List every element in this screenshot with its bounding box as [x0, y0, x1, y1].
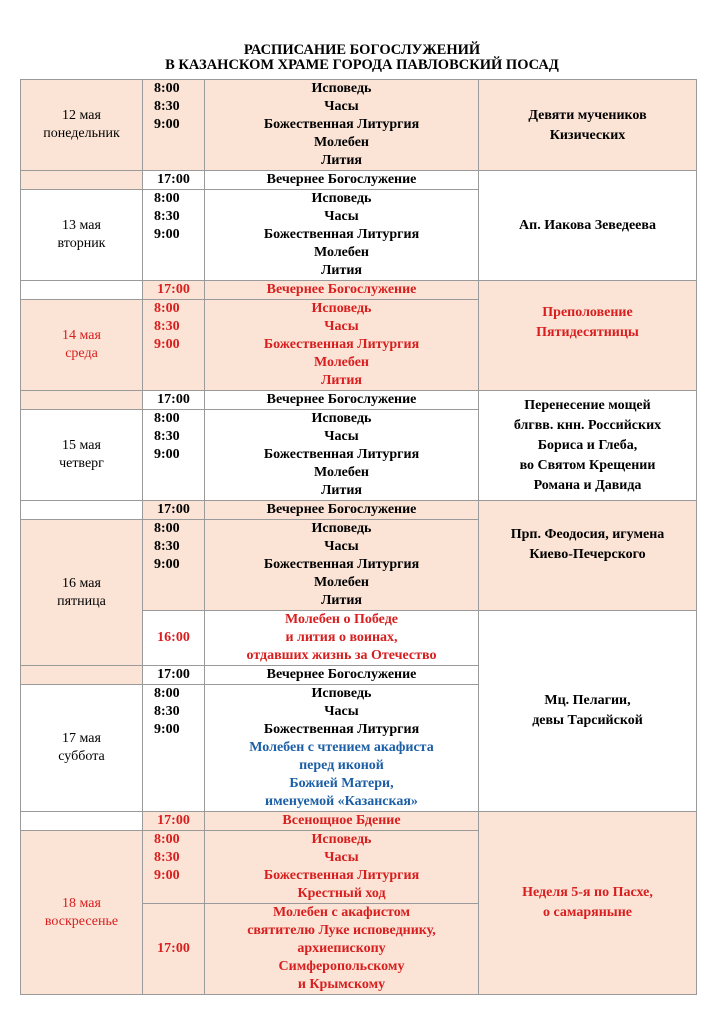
service: перед иконой [299, 758, 384, 773]
service: Вечернее Богослужение [266, 667, 417, 682]
service: Вечернее Богослужение [266, 282, 417, 297]
time: 8:00 [154, 686, 180, 701]
time: 17:00 [157, 502, 190, 517]
service: Лития [320, 263, 362, 278]
service: отдавших жизнь за Отечество [246, 648, 437, 663]
service: Исповедь [311, 411, 372, 426]
day-weekday: воскресенье [44, 913, 119, 929]
service: Вечернее Богослужение [266, 502, 417, 517]
time: 9:00 [154, 117, 180, 132]
time-cell [143, 685, 205, 812]
day-weekday: среда [65, 346, 98, 361]
time-cell [143, 410, 205, 501]
service-cell [205, 281, 479, 300]
service: Исповедь [311, 191, 372, 206]
feast-line: Пятидесятницы [536, 325, 639, 340]
service: Молебен [313, 355, 369, 370]
day-date: 13 мая [62, 218, 101, 233]
day-cell-17-cont [21, 812, 143, 831]
feast-line: девы Тарсийской [532, 713, 643, 728]
service: Исповедь [311, 301, 372, 316]
service: Крестный ход [297, 886, 386, 901]
time-cell [143, 80, 205, 171]
time: 8:30 [154, 209, 180, 224]
time: 8:30 [154, 539, 180, 554]
time: 16:00 [157, 630, 190, 645]
feast-line: Бориса и Глеба, [537, 437, 638, 453]
time: 9:00 [154, 722, 180, 737]
time: 8:00 [154, 411, 180, 426]
feast-line: Перенесение мощей [524, 397, 651, 413]
time-cell [143, 831, 205, 904]
service: архиепископу [297, 941, 386, 956]
service-cell [205, 300, 479, 391]
time: 17:00 [157, 392, 190, 407]
time-cell [143, 611, 205, 666]
table-row [21, 501, 697, 520]
schedule-table [20, 79, 697, 995]
day-weekday: четверг [59, 456, 104, 471]
time: 9:00 [154, 557, 180, 572]
feast-line: Неделя 5-я по Пасхе, [522, 885, 653, 900]
feast-cell-13 [479, 171, 697, 281]
time: 8:00 [154, 832, 180, 847]
service: святителю Луке исповеднику, [247, 923, 436, 938]
service: Часы [324, 99, 359, 114]
table-row [21, 281, 697, 300]
day-weekday: понедельник [43, 126, 120, 141]
time: 8:00 [154, 81, 180, 96]
service: Часы [324, 319, 359, 334]
service-cell [205, 80, 479, 171]
service: Божественная Литургия [263, 447, 420, 462]
feast-line: во Святом Крещении [519, 457, 656, 473]
feast-cell-15 [479, 391, 697, 501]
service: Лития [320, 373, 362, 388]
service: Молебен о Победе [284, 612, 399, 627]
feast-line: Киево-Печерского [529, 547, 646, 562]
day-cell-12-cont [21, 171, 143, 190]
day-date: 17 мая [62, 731, 101, 746]
day-date: 18 мая [62, 895, 101, 911]
service: Исповедь [311, 81, 372, 96]
day-weekday: суббота [58, 749, 105, 764]
service: Божественная Литургия [263, 117, 420, 132]
feast-line: о самаряныне [543, 905, 632, 920]
feast-cell-18 [479, 812, 697, 995]
feast-line: Преполовение [542, 305, 633, 320]
time-cell [143, 666, 205, 685]
service: Часы [324, 850, 359, 865]
time: 8:00 [154, 191, 180, 206]
day-date: 16 мая [62, 575, 101, 591]
feast-line: Романа и Давида [533, 477, 642, 493]
service-cell [205, 520, 479, 611]
feast-cell-16 [479, 501, 697, 611]
service-cell [205, 171, 479, 190]
time-cell [143, 520, 205, 611]
feast-cell-14 [479, 281, 697, 391]
day-date: 15 мая [62, 438, 101, 453]
service: Часы [324, 209, 359, 224]
service-cell [205, 812, 479, 831]
day-cell-12 [21, 80, 143, 171]
day-cell-14 [21, 300, 143, 391]
service: Молебен [313, 465, 369, 480]
day-cell-13-cont [21, 281, 143, 300]
service: Божественная Литургия [263, 868, 420, 883]
service: Вечернее Богослужение [266, 392, 417, 407]
service: Молебен [313, 575, 369, 590]
time-cell [143, 171, 205, 190]
service: Лития [320, 483, 362, 498]
time-cell [143, 812, 205, 831]
day-date: 14 мая [62, 328, 101, 343]
day-cell-16-cont [21, 666, 143, 685]
service: Вечернее Богослужение [266, 172, 417, 187]
time: 8:00 [154, 301, 180, 316]
schedule-title [0, 43, 724, 73]
feast-line: Девяти мучеников [528, 108, 647, 123]
table-row [21, 391, 697, 410]
service: Божией Матери, [289, 776, 394, 791]
service: Молебен [313, 135, 369, 150]
time: 9:00 [154, 868, 180, 883]
table-row [21, 171, 697, 190]
service-cell [205, 611, 479, 666]
time: 17:00 [157, 667, 190, 682]
time: 8:30 [154, 99, 180, 114]
time: 17:00 [157, 172, 190, 187]
time-cell [143, 300, 205, 391]
service-cell [205, 666, 479, 685]
service: Молебен [313, 245, 369, 260]
service: именуемой «Казанская» [265, 794, 418, 809]
service-cell [205, 410, 479, 501]
day-cell-15 [21, 410, 143, 501]
service: Исповедь [311, 832, 372, 847]
time: 8:30 [154, 850, 180, 865]
service: Часы [324, 429, 359, 444]
service: Божественная Литургия [263, 227, 420, 242]
service: и Крымскому [297, 977, 386, 992]
time: 17:00 [157, 941, 190, 956]
time: 8:30 [154, 429, 180, 444]
service: Молебен с акафистом [272, 905, 410, 920]
feast-line: Ап. Иакова Зеведеева [519, 217, 656, 233]
feast-line: блгвв. кнн. Российских [513, 417, 662, 433]
day-weekday: пятница [57, 593, 106, 609]
time: 8:30 [154, 319, 180, 334]
feast-line: Кизических [549, 128, 626, 143]
service: Часы [324, 704, 359, 719]
service-cell [205, 391, 479, 410]
time: 8:30 [154, 704, 180, 719]
feast-cell-17 [479, 611, 697, 812]
time: 9:00 [154, 227, 180, 242]
time-cell [143, 391, 205, 410]
day-weekday: вторник [57, 236, 106, 251]
day-cell-18 [21, 831, 143, 995]
service: Исповедь [311, 521, 372, 536]
service: Всенощное Бдение [282, 813, 401, 828]
service: Часы [324, 539, 359, 554]
service-cell [205, 190, 479, 281]
day-cell-15-cont [21, 501, 143, 520]
title-line-2: В КАЗАНСКОМ ХРАМЕ ГОРОДА ПАВЛОВСКИЙ ПОСАД [165, 57, 559, 73]
service-cell [205, 904, 479, 995]
time-cell [143, 190, 205, 281]
service: Молебен с чтением акафиста [249, 740, 434, 755]
service: Лития [320, 153, 362, 168]
time-cell [143, 281, 205, 300]
day-cell-16 [21, 520, 143, 666]
time-cell [143, 501, 205, 520]
service-cell [205, 501, 479, 520]
time-cell [143, 904, 205, 995]
time: 9:00 [154, 447, 180, 462]
service: и лития о воинах, [285, 630, 398, 645]
feast-line: Мц. Пелагии, [544, 693, 631, 708]
time: 9:00 [154, 337, 180, 352]
service: Симферопольскому [278, 959, 405, 974]
service: Божественная Литургия [263, 722, 420, 737]
table-row [21, 812, 697, 831]
day-date: 12 мая [62, 108, 101, 123]
time: 8:00 [154, 521, 180, 536]
table-row [21, 80, 697, 171]
service-cell [205, 685, 479, 812]
day-cell-14-cont [21, 391, 143, 410]
title-line-1: РАСПИСАНИЕ БОГОСЛУЖЕНИЙ [243, 42, 481, 58]
service: Божественная Литургия [263, 557, 420, 572]
service: Исповедь [311, 686, 372, 701]
day-cell-17 [21, 685, 143, 812]
feast-cell-12 [479, 80, 697, 171]
time: 17:00 [157, 282, 190, 297]
service: Божественная Литургия [263, 337, 420, 352]
time: 17:00 [157, 813, 190, 828]
day-cell-13 [21, 190, 143, 281]
service: Лития [320, 593, 362, 608]
service-cell [205, 831, 479, 904]
feast-line: Прп. Феодосия, игумена [510, 527, 665, 542]
